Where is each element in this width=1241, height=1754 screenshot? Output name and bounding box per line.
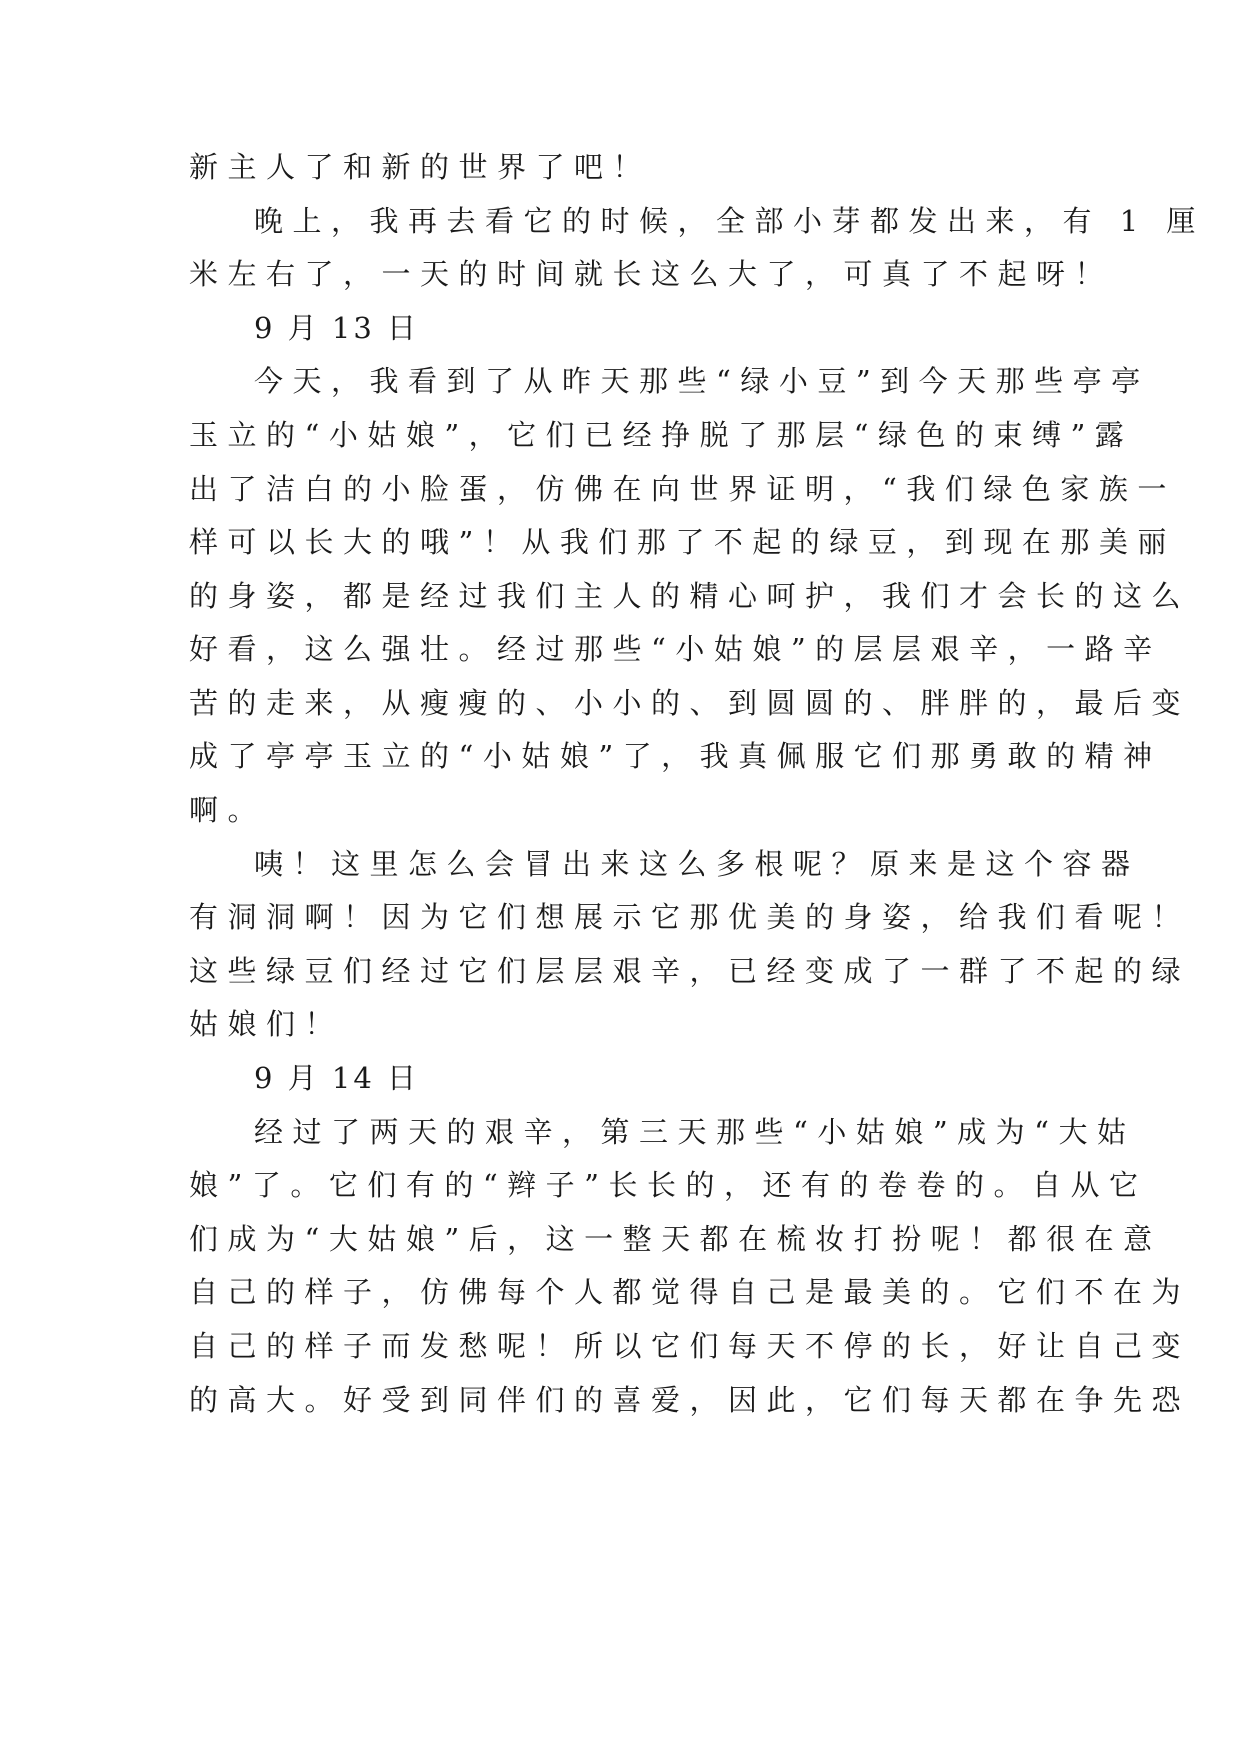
text-line: 的身姿，都是经过我们主人的精心呵护，我们才会长的这么 [189, 579, 1191, 613]
text-line: 米左右了，一天的时间就长这么大了，可真了不起呀！ [189, 257, 1114, 291]
text-line: 经过了两天的艰辛，第三天那些“小姑娘”成为“大姑 [254, 1115, 1136, 1149]
date-heading: 9 月 13 日 [254, 311, 420, 345]
text-line: 们成为“大姑娘”后，这一整天都在梳妆打扮呢！都很在意 [189, 1222, 1162, 1256]
text-line: 样可以长大的哦”！从我们那了不起的绿豆，到现在那美丽 [189, 525, 1176, 559]
text-line: 有洞洞啊！因为它们想展示它那优美的身姿，给我们看呢！ [189, 900, 1191, 934]
text-line: 咦！这里怎么会冒出来这么多根呢？原来是这个容器 [254, 847, 1140, 881]
text-line: 新主人了和新的世界了吧！ [189, 150, 652, 184]
text-line: 娘”了。它们有的“辫子”长长的，还有的卷卷的。自从它 [189, 1168, 1148, 1202]
text-line: 出了洁白的小脸蛋，仿佛在向世界证明，“我们绿色家族一 [189, 472, 1176, 506]
text-line: 自己的样子，仿佛每个人都觉得自己是最美的。它们不在为 [189, 1275, 1191, 1309]
text-line: 啊。 [189, 793, 267, 827]
text-line: 苦的走来，从瘦瘦的、小小的、到圆圆的、胖胖的，最后变 [189, 686, 1191, 720]
text-line: 今天，我看到了从昨天那些“绿小豆”到今天那些亭亭 [254, 364, 1150, 398]
date-heading: 9 月 14 日 [254, 1061, 420, 1095]
text-line: 姑娘们！ [189, 1007, 344, 1041]
text-line: 成了亭亭玉立的“小姑娘”了，我真佩服它们那勇敢的精神 [189, 739, 1162, 773]
text-line: 自己的样子而发愁呢！所以它们每天不停的长，好让自己变 [189, 1329, 1191, 1363]
text-line: 好看，这么强壮。经过那些“小姑娘”的层层艰辛，一路辛 [189, 632, 1162, 666]
text-line: 的高大。好受到同伴们的喜爱，因此，它们每天都在争先恐 [189, 1383, 1191, 1417]
text-line: 这些绿豆们经过它们层层艰辛，已经变成了一群了不起的绿 [189, 954, 1191, 988]
text-line: 玉立的“小姑娘”，它们已经挣脱了那层“绿色的束缚”露 [189, 418, 1134, 452]
text-line: 晚上，我再去看它的时候，全部小芽都发出来，有 1 厘 [254, 204, 1205, 238]
